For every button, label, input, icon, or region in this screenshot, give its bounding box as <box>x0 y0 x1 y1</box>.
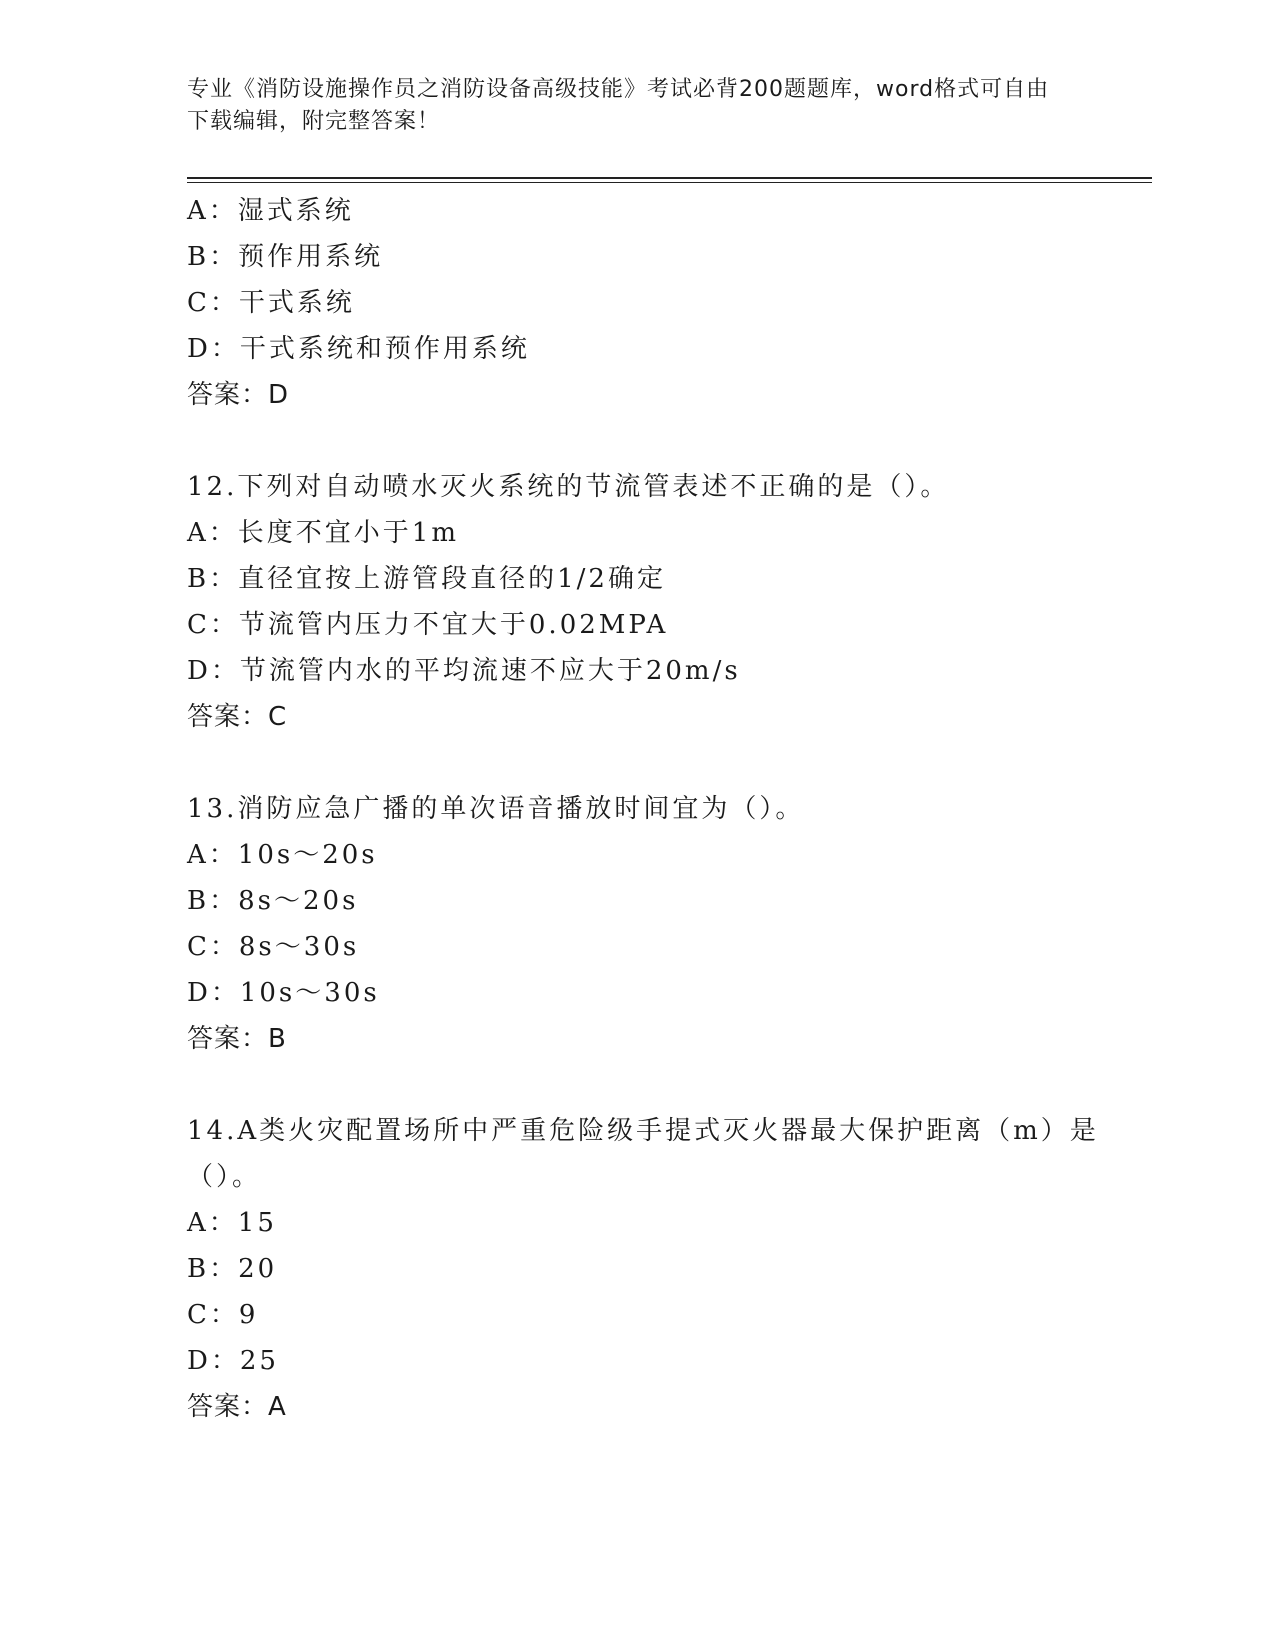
answer-line: 答案：B <box>187 1024 287 1054</box>
header-divider <box>187 177 1152 183</box>
question-stem: 14.A类火灾配置场所中严重危险级手提式灭火器最大保护距离（m）是（）。 <box>187 1116 1099 1192</box>
option-b: B：直径宜按上游管段直径的1/2确定 <box>187 564 666 594</box>
option-a: A：长度不宜小于1m <box>187 518 459 548</box>
option-d: D：25 <box>187 1346 279 1376</box>
option-b: B：8s～20s <box>187 886 359 916</box>
option-d: D：干式系统和预作用系统 <box>187 334 530 364</box>
option-c: C：干式系统 <box>187 288 355 318</box>
option-a: A：10s～20s <box>187 840 378 870</box>
option-a: A：15 <box>187 1208 277 1238</box>
question-stem: 13.消防应急广播的单次语音播放时间宜为（）。 <box>187 794 805 824</box>
answer-line: 答案：A <box>187 1392 287 1422</box>
option-c: C：节流管内压力不宜大于0.02MPA <box>187 610 669 640</box>
option-d: D：10s～30s <box>187 978 380 1008</box>
question-stem: 12.下列对自动喷水灭火系统的节流管表述不正确的是（）。 <box>187 472 950 502</box>
option-d: D：节流管内水的平均流速不应大于20m/s <box>187 656 741 686</box>
answer-line: 答案：D <box>187 380 290 410</box>
document-body <box>187 188 1107 1430</box>
option-c: C：8s～30s <box>187 932 360 962</box>
question-13 <box>187 786 1107 1062</box>
option-b: B：预作用系统 <box>187 242 384 272</box>
option-c: C：9 <box>187 1300 259 1330</box>
question-11-partial <box>187 188 1107 418</box>
question-14 <box>187 1108 1107 1430</box>
option-a: A：湿式系统 <box>187 196 354 226</box>
answer-line: 答案：C <box>187 702 288 732</box>
document-header: 专业《消防设施操作员之消防设备高级技能》考试必背200题题库，word格式可自由下载编辑，附完整答案！ <box>187 77 1050 134</box>
option-b: B：20 <box>187 1254 278 1284</box>
question-12 <box>187 464 1107 740</box>
